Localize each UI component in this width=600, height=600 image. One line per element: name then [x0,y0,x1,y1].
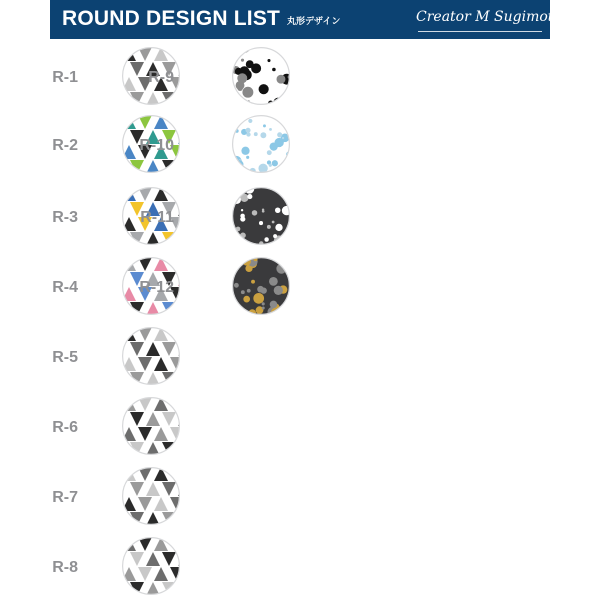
design-label: R-6 [52,419,78,436]
design-label: R-1 [52,69,78,86]
design-label: R-12 [139,279,174,296]
pattern-dots-gold-on-charcoal-swatch [232,257,290,315]
design-label: R-9 [148,69,174,86]
pattern-dots-black-swatch [232,47,290,105]
pattern-half-hatch-teal-swatch [122,467,180,525]
design-label: R-3 [52,209,78,226]
design-label: R-11 [140,209,174,226]
design-label: R-2 [52,137,78,154]
design-label: R-5 [52,349,78,366]
pattern-half-hatch-blue-swatch [122,397,180,455]
design-label: R-10 [139,137,174,154]
design-label: R-8 [52,559,78,576]
design-label: R-4 [52,279,78,296]
design-label: R-7 [52,489,78,506]
page-subtitle: 丸形デザイン [287,17,341,27]
page-title: ROUND DESIGN LIST [62,7,281,30]
creator-signature: Creator M Sugimoto [416,9,562,25]
pattern-half-hatch-black-swatch [122,537,180,595]
pattern-half-hatch-grey-swatch [122,327,180,385]
pattern-dots-white-on-charcoal-swatch [232,187,290,245]
pattern-dots-light-blue-swatch [232,115,290,173]
